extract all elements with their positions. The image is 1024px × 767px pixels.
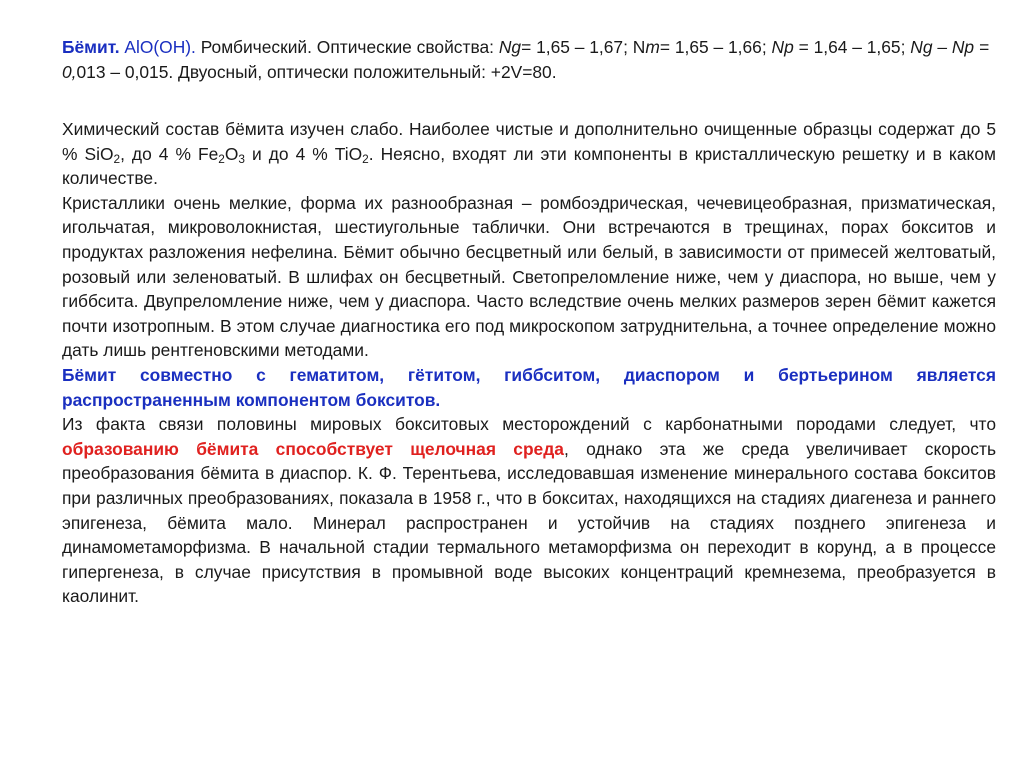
birefringence-label: Ng – Np = 0, (62, 37, 990, 82)
body-text (62, 117, 996, 609)
mineral-header (62, 35, 996, 84)
props-rest: 013 – 0,015. Двуосный, оптически положительный: +2V=80. (76, 61, 557, 82)
ng-value: = 1,65 – 1,67; N (521, 37, 646, 57)
bauxite-note: Бёмит совместно с гематитом, гётитом, гиббситом, диаспором и бертьерином является распространенным компонентом бокситов. (62, 364, 996, 410)
formation-paragraph: Из факта связи половины мировых бокситовых месторождений с карбонатными породами следует, что образованию бёмита способствует щелочная среда, однако эта же среда увеличивает скорость преобразования бёмита в диаспор. К. Ф. Терентьева, исследовавшая изменение минерального состава бокситов при различных преобразованиях, показала в 1958 г., что в бокситах, находящихся на стадиях диагенеза и раннего эпигенеза, бёмита мало. Минерал распространен и устойчив на стадиях позднего эпигенеза и динамометаморфизма. В начальной стадии термального метаморфизма он переходит в корунд, а в процессе гипергенеза, в случае присутствия в промывной воде высоких концентраций кремнезема, преобразуется в каолинит. (62, 414, 997, 607)
alkaline-highlight: образованию бёмита способствует щелочная среда (62, 438, 564, 459)
chemistry-paragraph: Химический состав бёмита изучен слабо. Наиболее чистые и дополнительно очищенные образцы содержат до 5 % SiO$_2$, до 4 % $Fe_2O_3$ и до 4 % TiO$_2$. Неясно, входят ли эти компоненты в кристаллическую решетку и в каком количестве. (62, 119, 996, 189)
ng-label: Ng (498, 37, 522, 57)
crystals-paragraph: Кристаллики очень мелкие, форма их разнообразная – ромбоэдрическая, чечевицеобразная, призматическая, игольчатая, микроволокнистая, шестиугольные таблички. Они встречаются в трещинах, порах бокситов и продуктах разложения нефелина. Бёмит обычно бесцветный или белый, в зависимости от примесей желтоватый, розовый или зеленоватый. В шлифах он бесцветный. Светопреломление ниже, чем у диаспора, но выше, чем у гиббсита. Двупреломление ниже, чем у диаспора. Часто вследствие очень мелких размеров зерен бёмит кажется почти изотропным. В этом случае диагностика его под микроскопом затруднительна, а точнее определение можно дать лишь рентгеновскими методами. (62, 192, 996, 361)
np-value: = 1,64 – 1,65; (793, 37, 911, 57)
np-label: Np (771, 37, 794, 57)
props-intro: Ромбический. Оптические свойства: (195, 37, 499, 57)
mineral-formula: AlO(OH). (124, 37, 196, 57)
nm-label: m (645, 37, 660, 57)
mineral-name: Бёмит. (62, 37, 120, 57)
nm-value: = 1,65 – 1,66; (659, 37, 772, 57)
